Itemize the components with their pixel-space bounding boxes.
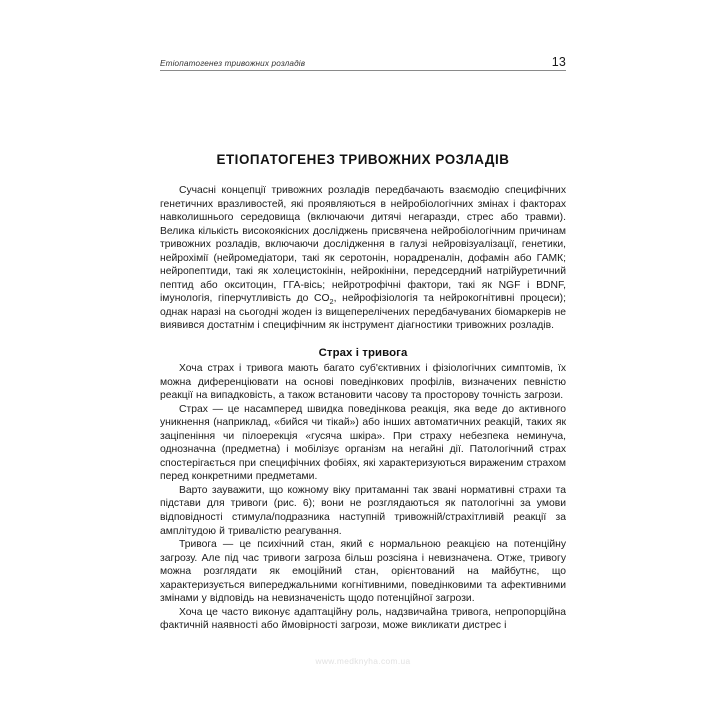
co2-subscript: 2 xyxy=(329,296,334,306)
running-head-title: Етіопатогенез тривожних розладів xyxy=(160,59,306,68)
paragraph-intro xyxy=(160,184,566,333)
paragraph-fear-4: Тривога — це психічний стан, який є нормальною реакцією на потенційну загрозу. Але під час тривоги загроза більш розсіяна і невизначена. Отже, тривогу можна розглядати як емоційний стан, орієнтований на майбутнє, що характеризується випереджальними когнітивними, поведінковими та афективними змінами у відповідь на невизначеність щодо потенційної загрози. xyxy=(160,539,566,605)
body-text-block xyxy=(160,184,566,633)
paragraph-fear-2: Страх — це насамперед швидка поведінкова реакція, яка веде до активного уникнення (наприклад, «бийся чи тікай») або інших автоматичних реакцій, таких як заціпеніння чи пілоерекція «гусяча шкіра». При страху небезпека неминуча, однозначна (предметна) і мобілізує організм на негайні дії. Патологічний страх спостерігається при специфічних фобіях, які характеризуються вираженим страхом перед конкретними предметами. xyxy=(160,403,566,483)
running-head xyxy=(160,48,566,71)
paragraph-fear-1: Хоча страх і тривога мають багато суб'єктивних і фізіологічних симптомів, їх можна диференціювати на основі поведінкових профілів, визначених певністю реакції на випадковість, а також встановити часову та просторову точність загрози. xyxy=(160,363,566,402)
paragraph-fear-3: Варто зауважити, що кожному віку притаманні так звані нормативні страхи та підстави для тривоги (рис. 6); вони не розглядаються як патологічні за умови відповідності стимула/подразника наступній тривожній/страхітливій реакції за амплітудою й тривалістю реагування. xyxy=(160,484,566,537)
section-title-fear-and-anxiety: Страх і тривога xyxy=(318,347,408,360)
paragraph-intro-part1: Сучасні концепції тривожних розладів передбачають взаємодію специфічних генетичних вразливостей, які проявляються в нейробіологічних змінах і факторах навколишнього середовища (включаючи дитячі негаразди, стрес або травми). Велика кількість високоякісних досліджень присвячена нейробіологічним причинам тривожних розладів, включаючи дослідження в галузі нейровізуалізації, генетики, нейрохімії (нейромедіатори, такі як серотонін, норадреналін, дофамін або ГАМК; нейропептиди, такі як холецистокінін, нейрокініни, передсердний натрійуретичний пептид або окситоцин, ГГА-вісь; нейротрофічні фактори, такі як NGF і BDNF, імунологія, гіперчутливість до CO xyxy=(160,185,566,305)
paragraph-intro-part2: , нейрофізіологія та нейрокогнітивні процеси); однак наразі на сьогодні жоден із вищеперелічених передбачуваних біомаркерів не виявився достатнім і специфічним як інструмент діагностики тривожних розладів. xyxy=(160,293,567,332)
chapter-title: ЕТІОПАТОГЕНЕЗ ТРИВОЖНИХ РОЗЛАДІВ xyxy=(216,152,510,167)
page-number: 13 xyxy=(551,55,566,69)
site-watermark: www.medknyha.com.ua xyxy=(315,656,411,666)
page-content-column xyxy=(160,0,566,720)
paragraph-fear-5: Хоча це часто виконує адаптаційну роль, надзвичайна тривога, непропорційна фактичній наявності або ймовірності загрози, може викликати дистрес і xyxy=(160,606,566,632)
